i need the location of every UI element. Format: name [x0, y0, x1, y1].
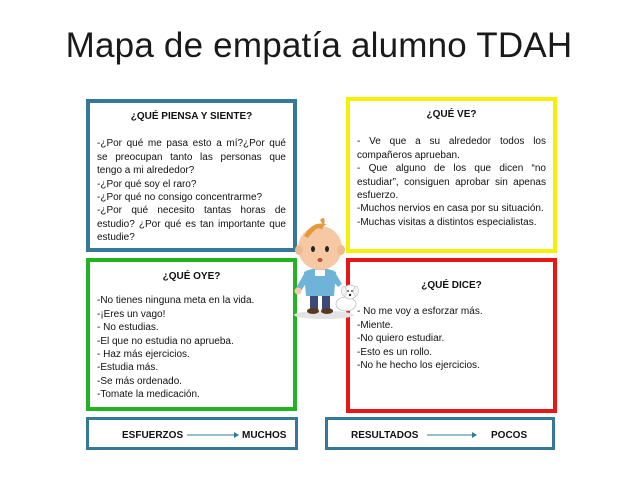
- list-item: -¿Por qué necesito tantas horas de estudio? ¿Por qué es tan importante que estudie?: [97, 205, 286, 244]
- list-item: - Haz más ejercicios.: [97, 349, 190, 361]
- list-item: -Se más ordenado.: [97, 375, 183, 387]
- results-bar: [325, 417, 555, 450]
- list-item: -Muchos nervios en casa por su situación.: [357, 203, 544, 215]
- quadrant-heading: ¿QUÉ DICE?: [421, 280, 482, 291]
- quadrant-oye: [86, 258, 297, 411]
- quadrant-heading: ¿QUÉ VE?: [426, 109, 477, 120]
- list-item: -¿Por qué soy el raro?: [97, 178, 197, 190]
- list-item: - No estudias.: [97, 322, 159, 334]
- quadrant-dice: [346, 258, 557, 413]
- list-item: -Tomate la medicación.: [97, 389, 200, 401]
- quadrant-ve: [346, 97, 557, 253]
- arrow-right-icon: [427, 430, 477, 440]
- list-item: - Que alguno de los que dicen “no estudiar”, consiguen aprobar sin apenas esfuerzo.: [357, 163, 546, 202]
- list-item: -Esto es un rollo.: [357, 346, 433, 358]
- list-item: -No quiero estudiar.: [357, 333, 445, 345]
- results-label: RESULTADOS: [351, 430, 419, 441]
- list-item: - No me voy a esforzar más.: [357, 306, 483, 318]
- quadrant-heading: ¿QUÉ OYE?: [162, 271, 221, 282]
- page-title: Mapa de empatía alumno TDAH: [65, 26, 573, 65]
- list-item: -No tienes ninguna meta en la vida.: [97, 295, 255, 307]
- list-item: -El que no estudia no aprueba.: [97, 335, 234, 347]
- list-item: -¿Por qué no consigo concentrarme?: [97, 192, 263, 204]
- effort-bar: [86, 417, 298, 450]
- list-item: -¿Por qué me pasa esto a mí?¿Por qué se preocupan tanto las personas que tengo a mi alrededor?: [97, 138, 286, 177]
- list-item: - Ve que a su alrededor todos los compañeros aprueban.: [357, 136, 546, 161]
- effort-value: MUCHOS: [242, 430, 287, 441]
- list-item: -Muchas visitas a distintos especialistas.: [357, 216, 537, 228]
- list-item: -Estudia más.: [97, 362, 159, 374]
- list-item: -Miente.: [357, 319, 394, 331]
- list-item: -¡Eres un vago!: [97, 308, 166, 320]
- arrow-right-icon: [187, 430, 239, 440]
- quadrant-heading: ¿QUÉ PIENSA Y SIENTE?: [130, 111, 253, 122]
- results-value: POCOS: [491, 430, 528, 441]
- cartoon-boy-with-dog-icon: [284, 212, 364, 322]
- effort-label: ESFUERZOS: [122, 430, 184, 441]
- list-item: -No he hecho los ejercicios.: [357, 360, 480, 372]
- quadrant-piensa-siente: [86, 99, 297, 252]
